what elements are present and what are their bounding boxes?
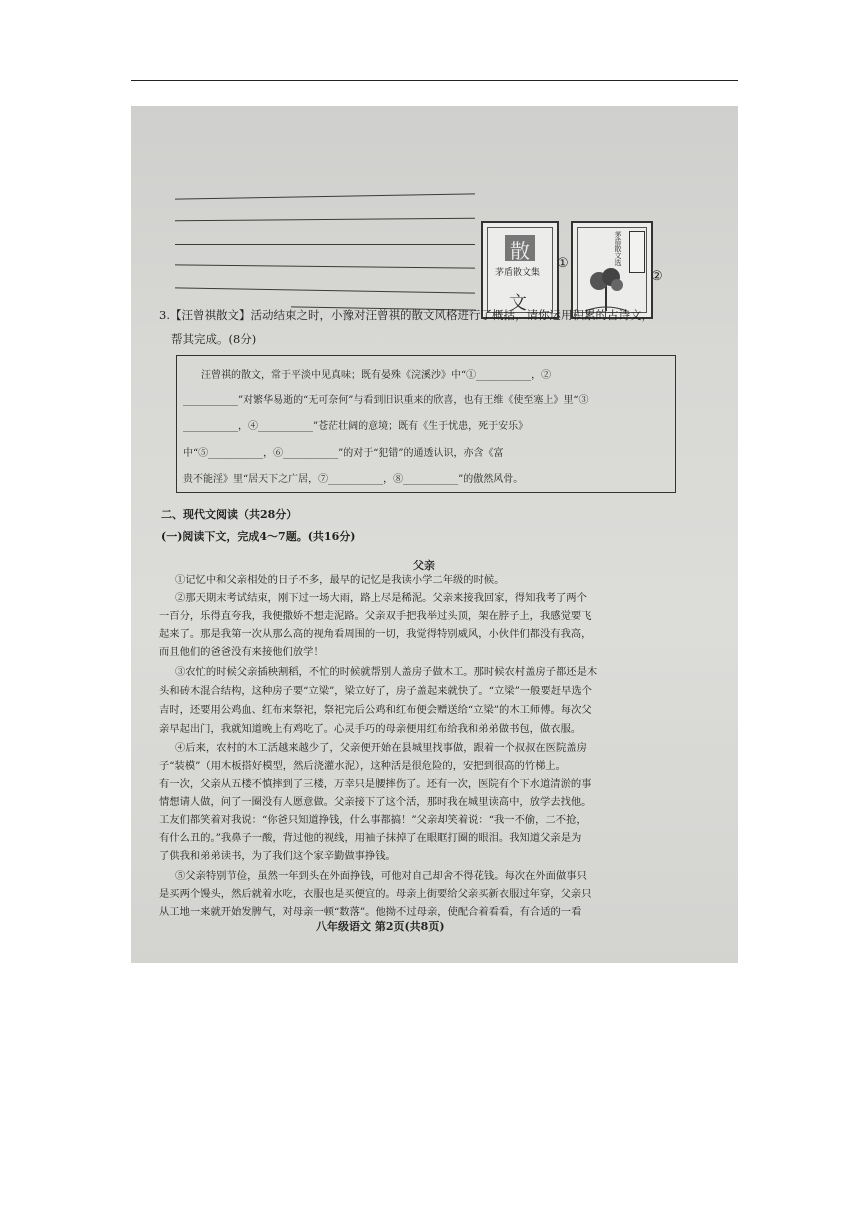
box-line-1: 汪曾祺的散文，常于平淡中见真味；既有晏殊《浣溪沙》中“①___________，② [201, 370, 552, 381]
article-line: ③农忙的时候父亲插秧割稻，不忙的时候就帮别人盖房子做木工。那时候农村盖房子都还是木 [175, 666, 598, 678]
cover-marker-1: ① [557, 256, 569, 271]
article-line: 亲早起出门，我就知道晚上有鸡吃了。心灵手巧的母亲便用红布给我和弟弟做书包，做衣服。 [159, 723, 582, 735]
page-top-rule [131, 80, 738, 81]
box-line-2: ___________”对繁华易逝的“无可奈何”与看到旧识重来的欣喜，也有王维《使至塞上》里“③ [183, 395, 589, 406]
seal-stamp-icon: 散 [505, 235, 535, 261]
article-line: 有什么丑的。”我鼻子一酸，背过他的视线，用袖子抹掉了在眼眶打圈的眼泪。我知道父亲是为 [159, 832, 582, 844]
article-line: 工友们都笑着对我说：“你爸只知道挣钱，什么事都搞！”父亲却笑着说：“我一不偷，二不抢， [159, 814, 587, 826]
article-line: ④后来，农村的木工活越来越少了，父亲便开始在县城里找事做，跟着一个叔叔在医院盖房 [175, 742, 587, 754]
article-line: 是买两个馒头，然后就着水吃，衣服也是买便宜的。母亲上街要给父亲买新衣服过年穿，父亲只 [159, 888, 592, 900]
answer-line [175, 193, 475, 199]
cover-marker-2: ② [651, 269, 663, 284]
box-line-3: ___________，④___________”苍茫壮阔的意境；既有《生于忧患，死于安乐》 [183, 421, 529, 432]
article-line: 有一次，父亲从五楼不慎摔到了三楼，万幸只是腰摔伤了。还有一次，医院有个下水道清淤的事 [159, 778, 592, 790]
cover-title-right: 茅盾散文选 [614, 231, 622, 266]
section-heading: 二、现代文阅读（共28分） [161, 508, 298, 521]
question-3-text: 3.【汪曾祺散文】活动结束之时，小豫对汪曾祺的散文风格进行了概括，请你运用积累的古诗文， [159, 308, 653, 322]
answer-box [176, 355, 676, 493]
article-line: 了供我和弟弟读书，为了我们这个家辛勤做事挣钱。 [159, 850, 396, 862]
article-line: 情想请人做，问了一圈没有人愿意做。父亲接下了这个活，那时我在城里读高中，放学去找他。 [159, 796, 592, 808]
article-line: 吉时，还要用公鸡血、红布来祭祀，祭祀完后公鸡和红布便会赠送给“立梁”的木工师傅。每次父 [159, 704, 592, 716]
book-cover-right [571, 221, 653, 319]
question-3-text-cont: 帮其完成。(8分) [171, 332, 257, 346]
article-line: 起来了。那是我第一次从那么高的视角看周围的一切，我觉得特别威风，小伙伴们都没有我高， [159, 628, 592, 640]
article-line: ①记忆中和父亲相处的日子不多，最早的记忆是我读小学二年级的时候。 [175, 574, 505, 586]
article-title: 父亲 [413, 559, 435, 572]
article-line: 而且他们的爸爸没有来接他们放学！ [159, 646, 324, 658]
answer-line [175, 244, 475, 245]
page-footer: 八年级语文 第2页(共8页) [316, 920, 445, 933]
answer-line [175, 287, 475, 293]
article-line: 子“装模”（用木板搭好模型，然后浇灌水泥），这种活是很危险的，安把到很高的竹梯上。 [159, 760, 566, 772]
article-line: ⑤父亲特别节俭，虽然一年到头在外面挣钱，可他对自己却舍不得花钱。每次在外面做事只 [175, 870, 587, 882]
article-line: 一百分，乐得直夸我，我便撒娇不想走泥路。父亲双手把我举过头顶，架在脖子上，我感觉要飞 [159, 610, 592, 622]
subsection-heading: (一)阅读下文，完成4～7题。(共16分) [161, 530, 356, 543]
cover-title-left: 茅盾散文集 [495, 268, 541, 278]
answer-line [175, 264, 475, 268]
box-line-5: 贵不能淫》里“居天下之广居，⑦___________，⑧___________”的傲然风骨。 [183, 474, 524, 485]
scanned-page-photo [131, 106, 738, 963]
book-cover-left: 散 茅盾散文集 文 [481, 221, 559, 319]
article-line: 从工地一来就开始发脾气，对母亲一顿“数落”。他拗不过母亲，使配合着看看，有合适的一看 [159, 906, 582, 918]
tree-illustration-icon [581, 263, 631, 313]
article-line: 头和砖木混合结构，这种房子要“立梁”，梁立好了，房子盖起来就快了。“立梁”一般要赶早选个 [159, 685, 592, 697]
box-line-4: 中“⑤___________，⑥___________”的对于“犯错”的通透认识，亦含《富 [183, 448, 504, 459]
answer-line [175, 218, 475, 222]
article-line: ②那天期末考试结束，刚下过一场大雨，路上尽是稀泥。父亲来接我回家，得知我考了两个 [175, 592, 587, 604]
